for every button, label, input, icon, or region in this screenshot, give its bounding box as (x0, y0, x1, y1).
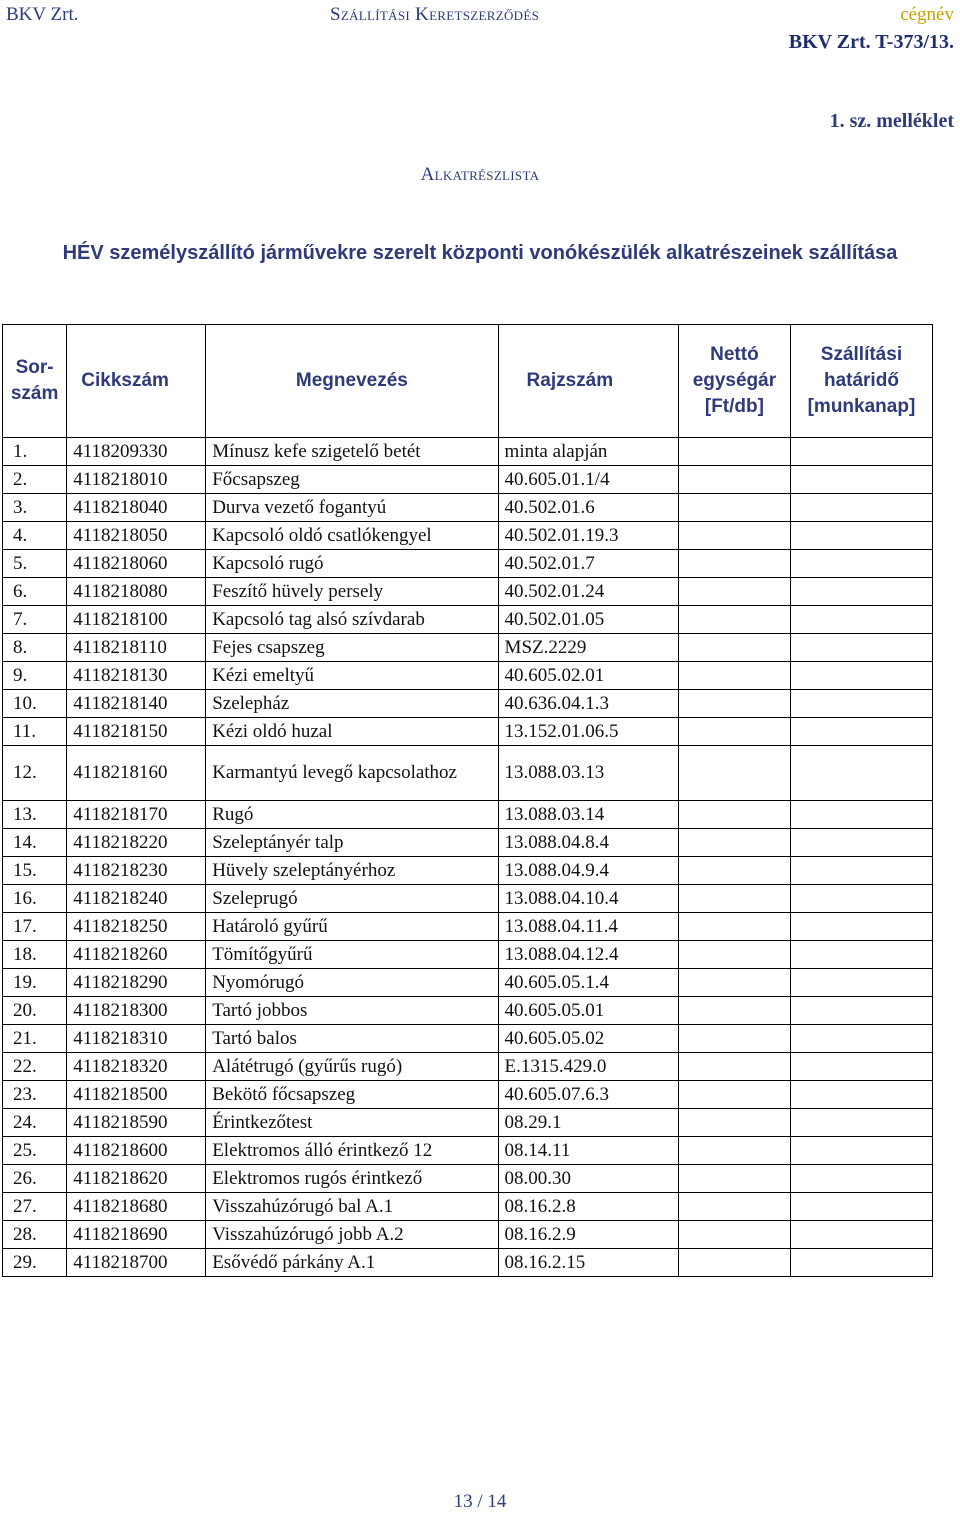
row-rajzszam: 40.605.07.6.3 (498, 1081, 678, 1109)
header-netto-egysegar: Nettó egységár [Ft/db] (678, 325, 790, 438)
row-rajzszam: 40.502.01.7 (498, 550, 678, 578)
row-cikkszam: 4118218100 (67, 606, 206, 634)
header-szallitasi-hatarido: Szállítási határidő [munkanap] (790, 325, 932, 438)
row-rajzszam: 13.088.03.13 (498, 746, 678, 801)
row-netto (678, 690, 790, 718)
row-number: 4. (3, 522, 67, 550)
row-szallitasi (790, 522, 932, 550)
row-megnevezes: Karmantyú levegő kapcsolathoz (206, 746, 498, 801)
row-netto (678, 522, 790, 550)
row-megnevezes: Kapcsoló rugó (206, 550, 498, 578)
row-number: 28. (3, 1221, 67, 1249)
row-megnevezes: Durva vezető fogantyú (206, 494, 498, 522)
table-row (3, 969, 933, 997)
row-rajzszam: 13.088.03.14 (498, 801, 678, 829)
row-cikkszam: 4118218690 (67, 1221, 206, 1249)
row-szallitasi (790, 857, 932, 885)
row-netto (678, 1249, 790, 1277)
row-number: 23. (3, 1081, 67, 1109)
row-rajzszam: 40.605.01.1/4 (498, 466, 678, 494)
row-szallitasi (790, 690, 932, 718)
row-megnevezes: Esővédő párkány A.1 (206, 1249, 498, 1277)
row-number: 29. (3, 1249, 67, 1277)
row-rajzszam: 08.00.30 (498, 1165, 678, 1193)
row-megnevezes: Mínusz kefe szigetelő betét (206, 438, 498, 466)
row-cikkszam: 4118218250 (67, 913, 206, 941)
row-rajzszam: 40.605.05.1.4 (498, 969, 678, 997)
row-netto (678, 746, 790, 801)
row-netto (678, 578, 790, 606)
contract-number: BKV Zrt. T-373/13. (788, 31, 954, 53)
row-rajzszam: 08.16.2.9 (498, 1221, 678, 1249)
row-netto (678, 550, 790, 578)
row-number: 9. (3, 662, 67, 690)
row-netto (678, 718, 790, 746)
row-cikkszam: 4118218160 (67, 746, 206, 801)
table-row (3, 662, 933, 690)
row-cikkszam: 4118218060 (67, 550, 206, 578)
row-netto (678, 997, 790, 1025)
header-sorszam: Sor- szám (3, 325, 67, 438)
row-megnevezes: Szelepház (206, 690, 498, 718)
row-megnevezes: Bekötő főcsapszeg (206, 1081, 498, 1109)
row-number: 6. (3, 578, 67, 606)
row-netto (678, 801, 790, 829)
row-rajzszam: 13.088.04.9.4 (498, 857, 678, 885)
row-number: 11. (3, 718, 67, 746)
row-rajzszam: 40.605.05.01 (498, 997, 678, 1025)
table-row (3, 550, 933, 578)
row-szallitasi (790, 1137, 932, 1165)
row-szallitasi (790, 1025, 932, 1053)
table-row (3, 1137, 933, 1165)
table-row (3, 1193, 933, 1221)
table-row (3, 606, 933, 634)
annex-label: 1. sz. melléklet (829, 110, 954, 132)
row-netto (678, 913, 790, 941)
row-szallitasi (790, 801, 932, 829)
row-cikkszam: 4118218680 (67, 1193, 206, 1221)
row-megnevezes: Tartó balos (206, 1025, 498, 1053)
row-number: 2. (3, 466, 67, 494)
row-number: 21. (3, 1025, 67, 1053)
row-netto (678, 941, 790, 969)
header-company-left: BKV Zrt. (6, 4, 79, 25)
row-megnevezes: Szeleprugó (206, 885, 498, 913)
row-number: 18. (3, 941, 67, 969)
row-megnevezes: Főcsapszeg (206, 466, 498, 494)
header-document-type: Szállítási Keretszerződés (330, 4, 540, 25)
table-row (3, 1025, 933, 1053)
row-megnevezes: Nyomórugó (206, 969, 498, 997)
row-cikkszam: 4118218320 (67, 1053, 206, 1081)
row-rajzszam: 13.088.04.12.4 (498, 941, 678, 969)
row-netto (678, 494, 790, 522)
row-szallitasi (790, 885, 932, 913)
row-megnevezes: Fejes csapszeg (206, 634, 498, 662)
row-szallitasi (790, 578, 932, 606)
row-netto (678, 885, 790, 913)
row-number: 25. (3, 1137, 67, 1165)
row-rajzszam: MSZ.2229 (498, 634, 678, 662)
row-number: 3. (3, 494, 67, 522)
row-megnevezes: Érintkezőtest (206, 1109, 498, 1137)
row-rajzszam: 40.502.01.05 (498, 606, 678, 634)
row-megnevezes: Visszahúzórugó bal A.1 (206, 1193, 498, 1221)
table-row (3, 494, 933, 522)
table-row (3, 1165, 933, 1193)
row-cikkszam: 4118218700 (67, 1249, 206, 1277)
row-netto (678, 438, 790, 466)
row-megnevezes: Visszahúzórugó jobb A.2 (206, 1221, 498, 1249)
row-rajzszam: 40.502.01.6 (498, 494, 678, 522)
row-szallitasi (790, 969, 932, 997)
row-rajzszam: minta alapján (498, 438, 678, 466)
row-cikkszam: 4118218220 (67, 829, 206, 857)
row-megnevezes: Kapcsoló oldó csatlókengyel (206, 522, 498, 550)
row-number: 14. (3, 829, 67, 857)
header-rajzszam: Rajzszám (498, 325, 678, 438)
row-rajzszam: 08.14.11 (498, 1137, 678, 1165)
row-rajzszam: 40.605.05.02 (498, 1025, 678, 1053)
row-szallitasi (790, 1193, 932, 1221)
row-number: 10. (3, 690, 67, 718)
row-rajzszam: 40.636.04.1.3 (498, 690, 678, 718)
table-row (3, 913, 933, 941)
table-row (3, 1053, 933, 1081)
list-title: Alkatrészlista (420, 164, 540, 185)
row-number: 20. (3, 997, 67, 1025)
table-row (3, 1081, 933, 1109)
row-cikkszam: 4118218230 (67, 857, 206, 885)
row-cikkszam: 4118218170 (67, 801, 206, 829)
row-netto (678, 466, 790, 494)
table-row (3, 746, 933, 801)
row-number: 13. (3, 801, 67, 829)
row-number: 1. (3, 438, 67, 466)
row-rajzszam: 40.605.02.01 (498, 662, 678, 690)
table-row (3, 857, 933, 885)
row-netto (678, 1025, 790, 1053)
row-megnevezes: Kézi emeltyű (206, 662, 498, 690)
row-number: 16. (3, 885, 67, 913)
page-number: 13 / 14 (453, 1491, 507, 1512)
row-rajzszam: 13.088.04.8.4 (498, 829, 678, 857)
row-szallitasi (790, 1053, 932, 1081)
row-netto (678, 1137, 790, 1165)
row-szallitasi (790, 606, 932, 634)
row-number: 19. (3, 969, 67, 997)
table-row (3, 997, 933, 1025)
row-rajzszam: 08.16.2.15 (498, 1249, 678, 1277)
row-number: 26. (3, 1165, 67, 1193)
row-szallitasi (790, 829, 932, 857)
row-cikkszam: 4118218500 (67, 1081, 206, 1109)
row-cikkszam: 4118218150 (67, 718, 206, 746)
row-netto (678, 1081, 790, 1109)
row-cikkszam: 4118218600 (67, 1137, 206, 1165)
row-szallitasi (790, 1165, 932, 1193)
header-cikkszam: Cikkszám (67, 325, 206, 438)
row-cikkszam: 4118218010 (67, 466, 206, 494)
row-cikkszam: 4118218590 (67, 1109, 206, 1137)
row-szallitasi (790, 997, 932, 1025)
row-cikkszam: 4118218040 (67, 494, 206, 522)
row-cikkszam: 4118218310 (67, 1025, 206, 1053)
row-szallitasi (790, 941, 932, 969)
row-netto (678, 1193, 790, 1221)
row-number: 12. (3, 746, 67, 801)
row-megnevezes: Hüvely szeleptányérhoz (206, 857, 498, 885)
table-row (3, 718, 933, 746)
row-szallitasi (790, 662, 932, 690)
row-rajzszam: 08.29.1 (498, 1109, 678, 1137)
row-cikkszam: 4118218240 (67, 885, 206, 913)
row-megnevezes: Kézi oldó huzal (206, 718, 498, 746)
row-szallitasi (790, 1249, 932, 1277)
row-szallitasi (790, 634, 932, 662)
row-cikkszam: 4118218080 (67, 578, 206, 606)
table-row (3, 885, 933, 913)
row-szallitasi (790, 1109, 932, 1137)
row-szallitasi (790, 494, 932, 522)
row-megnevezes: Alátétrugó (gyűrűs rugó) (206, 1053, 498, 1081)
row-szallitasi (790, 1221, 932, 1249)
row-rajzszam: E.1315.429.0 (498, 1053, 678, 1081)
row-megnevezes: Határoló gyűrű (206, 913, 498, 941)
row-netto (678, 1109, 790, 1137)
table-row (3, 634, 933, 662)
parts-table (2, 324, 933, 1277)
row-number: 8. (3, 634, 67, 662)
row-netto (678, 1221, 790, 1249)
table-row (3, 1109, 933, 1137)
row-megnevezes: Tartó jobbos (206, 997, 498, 1025)
table-row (3, 829, 933, 857)
row-szallitasi (790, 746, 932, 801)
row-netto (678, 829, 790, 857)
row-cikkszam: 4118218260 (67, 941, 206, 969)
row-megnevezes: Kapcsoló tag alsó szívdarab (206, 606, 498, 634)
row-number: 24. (3, 1109, 67, 1137)
row-netto (678, 662, 790, 690)
table-row (3, 1249, 933, 1277)
row-rajzszam: 40.502.01.24 (498, 578, 678, 606)
row-number: 27. (3, 1193, 67, 1221)
row-cikkszam: 4118218300 (67, 997, 206, 1025)
row-netto (678, 857, 790, 885)
row-szallitasi (790, 1081, 932, 1109)
table-row (3, 438, 933, 466)
row-szallitasi (790, 913, 932, 941)
row-megnevezes: Elektromos álló érintkező 12 (206, 1137, 498, 1165)
row-cikkszam: 4118218290 (67, 969, 206, 997)
header-megnevezes: Megnevezés (206, 325, 498, 438)
row-szallitasi (790, 718, 932, 746)
row-cikkszam: 4118209330 (67, 438, 206, 466)
table-row (3, 466, 933, 494)
row-rajzszam: 40.502.01.19.3 (498, 522, 678, 550)
row-netto (678, 1053, 790, 1081)
row-megnevezes: Elektromos rugós érintkező (206, 1165, 498, 1193)
row-number: 17. (3, 913, 67, 941)
row-number: 15. (3, 857, 67, 885)
row-netto (678, 1165, 790, 1193)
table-header-row (3, 325, 933, 438)
table-row (3, 941, 933, 969)
row-megnevezes: Feszítő hüvely persely (206, 578, 498, 606)
row-szallitasi (790, 550, 932, 578)
row-netto (678, 969, 790, 997)
row-rajzszam: 13.088.04.11.4 (498, 913, 678, 941)
table-row (3, 578, 933, 606)
row-netto (678, 606, 790, 634)
row-megnevezes: Rugó (206, 801, 498, 829)
row-megnevezes: Tömítőgyűrű (206, 941, 498, 969)
row-cikkszam: 4118218050 (67, 522, 206, 550)
row-szallitasi (790, 466, 932, 494)
row-szallitasi (790, 438, 932, 466)
table-row (3, 522, 933, 550)
row-cikkszam: 4118218110 (67, 634, 206, 662)
document-subject: HÉV személyszállító járművekre szerelt központi vonókészülék alkatrészeinek szállítása (62, 242, 898, 264)
row-cikkszam: 4118218620 (67, 1165, 206, 1193)
row-cikkszam: 4118218140 (67, 690, 206, 718)
row-rajzszam: 13.152.01.06.5 (498, 718, 678, 746)
row-number: 5. (3, 550, 67, 578)
row-number: 22. (3, 1053, 67, 1081)
row-number: 7. (3, 606, 67, 634)
table-row (3, 801, 933, 829)
row-netto (678, 634, 790, 662)
header-company-right: cégnév (900, 4, 954, 25)
table-row (3, 1221, 933, 1249)
row-cikkszam: 4118218130 (67, 662, 206, 690)
row-rajzszam: 08.16.2.8 (498, 1193, 678, 1221)
table-row (3, 690, 933, 718)
row-rajzszam: 13.088.04.10.4 (498, 885, 678, 913)
row-megnevezes: Szeleptányér talp (206, 829, 498, 857)
